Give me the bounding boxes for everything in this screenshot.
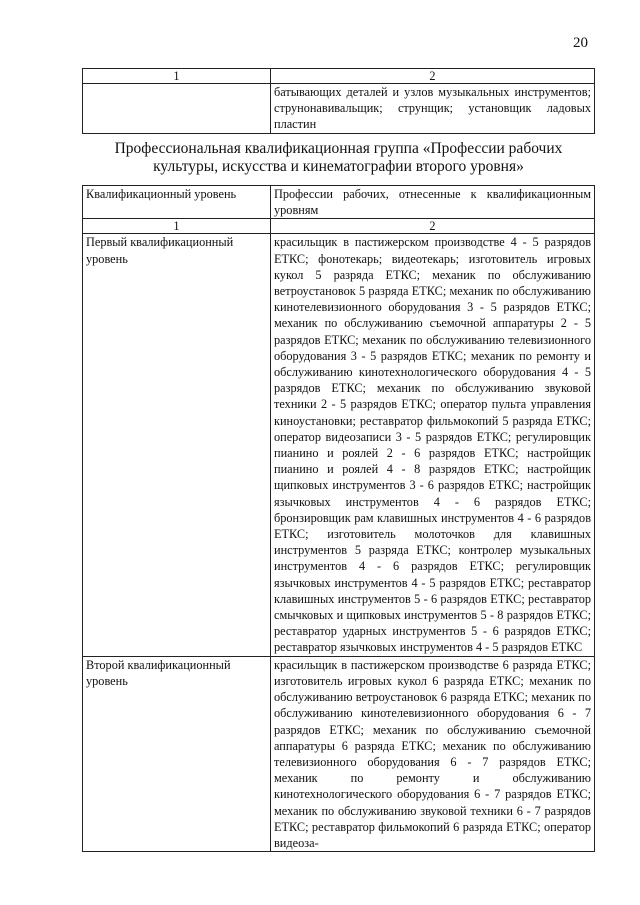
header-level: Квалификационный уровень (83, 186, 271, 219)
column-number-1: 1 (83, 69, 271, 84)
page-number: 20 (573, 35, 588, 51)
qualification-table (82, 185, 595, 852)
continuation-professions-cell: батывающих деталей и узлов музыкальных инструментов; струнонавивальщик; струнщик; установщик ладовых пластин (271, 84, 595, 134)
column-number-2: 2 (271, 69, 595, 84)
continuation-table (82, 68, 595, 134)
level-cell: Второй квалификационный уровень (83, 656, 271, 851)
table-row (83, 84, 595, 134)
column-numbers-row (83, 69, 595, 84)
column-number-2: 2 (271, 219, 595, 234)
table-row (83, 234, 595, 656)
professions-cell: красильщик в пастижерском производстве 4 - 5 разрядов ЕТКС; фонотекарь; видеотекарь; изготовитель игровых кукол 5 разряда ЕТКС; механик по обслуживанию ветроустановок 5 разряда ЕТКС; механик по обслуживанию кинотелевизионного оборудования 3 - 5 разрядов ЕТКС; механик по обслуживанию съемочной аппаратуры 2 - 5 разрядов ЕТКС; механик по обслуживанию телевизионного оборудования 3 - 5 разрядов ЕТКС; механик по ремонту и обслуживанию кинотехнологического оборудования 4 - 5 разрядов ЕТКС; механик по обслуживанию звуковой техники 2 - 5 разрядов ЕТКС; оператор пульта управления киноустановки; реставратор фильмокопий 5 разряда ЕТКС; оператор видеозаписи 3 - 5 разрядов ЕТКС; регулировщик пианино и роялей 2 - 6 разрядов ЕТКС; настройщик пианино и роялей 4 - 8 разрядов ЕТКС; настройщик щипковых инструментов 3 - 6 разрядов ЕТКС; настройщик язычковых инструментов 4 - 6 разрядов ЕТКС; бронзировщик рам клавишных инструментов 4 - 6 разрядов ЕТКС; изготовитель молоточков для клавишных инструментов 5 разряда ЕТКС; контролер музыкальных инструментов 4 - 6 разрядов ЕТКС; регулировщик язычковых инструментов 4 - 5 разрядов ЕТКС; реставратор клавишных инструментов 5 - 6 разрядов ЕТКС; реставратор смычковых и щипковых инструментов 5 - 8 разрядов ЕТКС; реставратор ударных инструментов 5 - 6 разрядов ЕТКС; реставратор язычковых инструментов 4 - 5 разрядов ЕТКС (271, 234, 595, 656)
table-row (83, 656, 595, 851)
professions-cell: красильщик в пастижерском производстве 6 разряда ЕТКС; изготовитель игровых кукол 6 разряда ЕТКС; механик по обслуживанию ветроустановок 6 разряда ЕТКС; механик по обслуживанию кинотелевизионного оборудования 6 - 7 разрядов ЕТКС; механик по обслуживанию съемочной аппаратуры 6 разряда ЕТКС; механик по обслуживанию телевизионного оборудования 6 - 7 разрядов ЕТКС; механик по ремонту и обслуживанию кинотехнологического оборудования 6 - 7 разрядов ЕТКС; механик по обслуживанию звуковой техники 6 - 7 разрядов ЕТКС; реставратор фильмокопий 6 разряда ЕТКС; оператор видеоза- (271, 656, 595, 851)
header-professions: Профессии рабочих, отнесенные к квалификационным уровням (271, 186, 595, 219)
level-cell: Первый квалификационный уровень (83, 234, 271, 656)
empty-level-cell (83, 84, 271, 134)
table-header-row (83, 186, 595, 219)
group-title: Профессиональная квалификационная группа «Профессии рабочих культуры, искусства и кинематографии второго уровня» (114, 140, 563, 175)
column-number-1: 1 (83, 219, 271, 234)
column-numbers-row (83, 219, 595, 234)
